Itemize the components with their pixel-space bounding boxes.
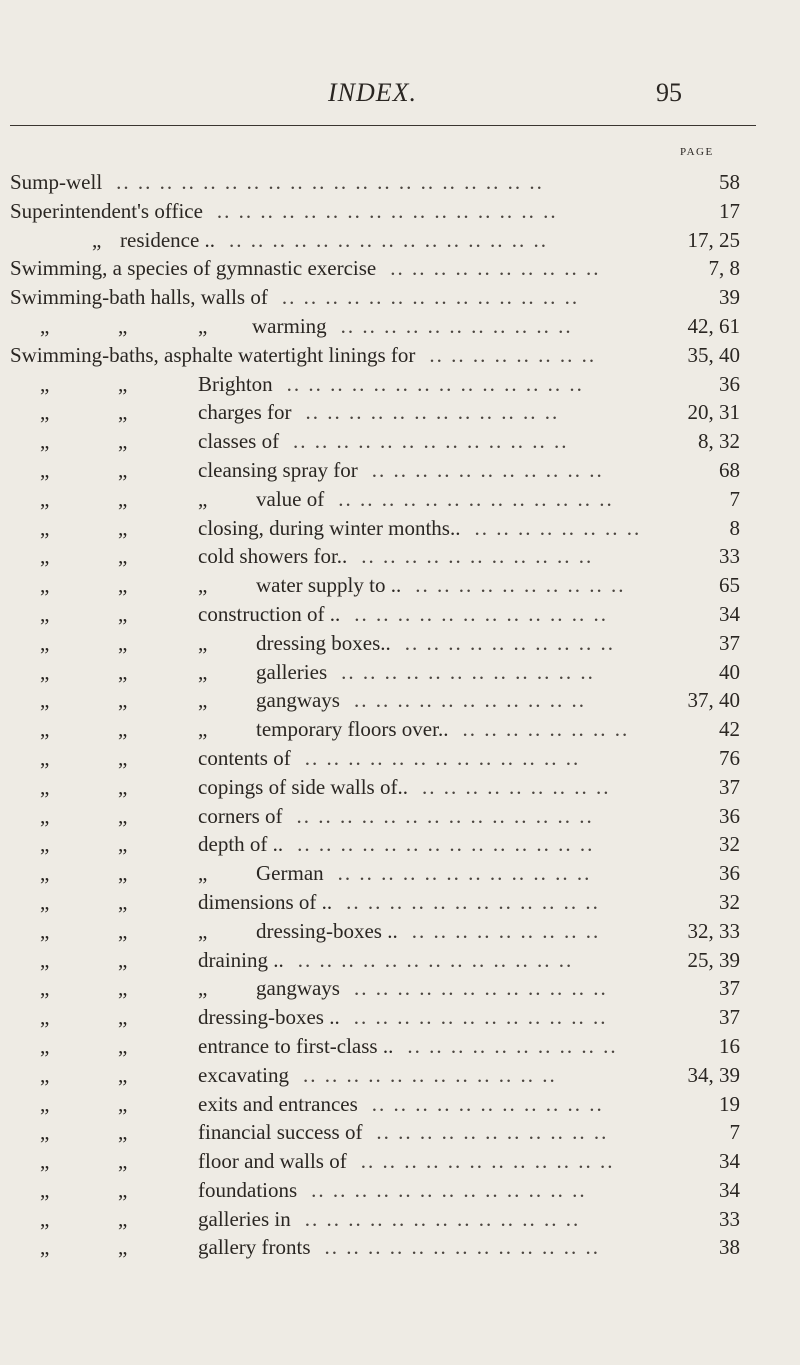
ditto-mark: „ [118,717,128,742]
entry-heading: closing, during winter months.. [198,515,461,540]
ditto-mark: „ [118,889,128,914]
index-entry [0,974,800,1003]
entry-heading: Brighton [198,371,273,396]
ditto-mark: „ [40,803,50,828]
index-entry [0,1061,800,1090]
index-entry [0,1032,800,1061]
header-rule [10,125,756,126]
dot-leader: .. .. .. .. .. .. .. .. .. .. .. [371,457,604,482]
ditto-mark: „ [40,1033,50,1058]
entry-heading: gallery fronts [198,1235,311,1260]
entry-pages: 42 [719,717,740,742]
index-entry [0,1118,800,1147]
entry-pages: 7, 8 [708,256,740,281]
dot-leader: .. .. .. .. .. .. .. .. .. [411,918,601,943]
ditto-mark: „ [118,774,128,799]
ditto-mark: „ [40,745,50,770]
ditto-mark: „ [40,486,50,511]
ditto-mark: „ [118,1177,128,1202]
dot-leader: .. .. .. .. .. .. .. .. .. .. .. .. .. .. .. [229,227,549,252]
entry-pages: 34 [719,601,740,626]
index-entry [0,254,800,283]
index-entry [0,312,800,341]
ditto-mark: „ [40,544,50,569]
dot-leader: .. .. .. .. .. .. .. .. .. .. .. .. [305,400,560,425]
dot-leader: .. .. .. .. .. .. .. .. .. .. .. [376,1120,609,1145]
entry-heading: Swimming-bath halls, walls of [10,285,268,310]
entry-pages: 34 [719,1177,740,1202]
dot-leader: .. .. .. .. .. .. .. .. [474,515,642,540]
dot-leader: .. .. .. .. .. .. .. .. .. .. .. .. .. .. [281,285,580,310]
dot-leader: .. .. .. .. .. .. .. .. .. .. .. [340,313,573,338]
dot-leader: .. .. .. .. .. .. .. .. .. .. .. .. .. .. .. .. [216,198,558,223]
entry-pages: 38 [719,1235,740,1260]
dot-leader: .. .. .. .. .. .. .. .. .. .. .. [361,544,594,569]
entry-pages: 37 [719,1005,740,1030]
entry-heading: temporary floors over.. [256,717,449,742]
ditto-mark: „ [118,1149,128,1174]
index-entry [0,629,800,658]
index-entry [0,514,800,543]
ditto-mark: „ [40,573,50,598]
ditto-mark: „ [40,1177,50,1202]
entry-heading: foundations [198,1177,298,1202]
entry-pages: 35, 40 [687,342,740,367]
entry-heading: galleries in [198,1206,291,1231]
ditto-mark: „ [40,1091,50,1116]
entry-pages: 42, 61 [687,313,740,338]
entry-pages: 32 [719,889,740,914]
ditto-mark: „ [40,457,50,482]
ditto-mark: „ [118,1120,128,1145]
entry-heading: residence .. [120,227,216,252]
entry-heading: dressing-boxes .. [256,918,398,943]
ditto-mark: „ [118,1033,128,1058]
running-title: INDEX. [328,78,418,107]
ditto-mark: „ [40,1120,50,1145]
ditto-mark: „ [118,1235,128,1260]
dot-leader: .. .. .. .. .. .. .. .. .. .. .. .. .. [304,1206,581,1231]
index-entry [0,600,800,629]
index-entry [0,859,800,888]
ditto-mark: „ [40,1206,50,1231]
entry-pages: 34, 39 [687,1062,740,1087]
ditto-mark: „ [198,659,208,684]
ditto-mark: „ [40,918,50,943]
entry-pages: 7 [729,1120,740,1145]
entry-heading: construction of .. [198,601,341,626]
dot-leader: .. .. .. .. .. .. .. .. [462,717,630,742]
dot-leader: .. .. .. .. .. .. .. .. .. .. [407,1033,618,1058]
ditto-mark: „ [40,1005,50,1030]
entry-pages: 58 [719,170,740,194]
dot-leader: .. .. .. .. .. .. .. .. .. .. .. .. [360,1149,615,1174]
dot-leader: .. .. .. .. .. .. .. .. .. .. .. .. [302,1062,557,1087]
ditto-mark: „ [118,861,128,886]
ditto-mark: „ [118,1091,128,1116]
entry-heading: Sump-well [10,170,103,194]
entry-pages: 7 [729,486,740,511]
ditto-mark: „ [40,1235,50,1260]
dot-leader: .. .. .. .. .. .. .. .. .. .. .. .. .. [338,486,614,511]
ditto-mark: „ [40,1149,50,1174]
dot-leader: .. .. .. .. .. .. .. .. .. .. [415,573,626,598]
ditto-mark: „ [40,630,50,655]
ditto-mark: „ [118,918,128,943]
page-header [0,78,800,118]
entry-pages: 16 [719,1033,740,1058]
ditto-mark: „ [118,745,128,770]
ditto-mark: „ [40,774,50,799]
entry-pages: 37 [719,976,740,1001]
ditto-mark: „ [40,400,50,425]
entry-pages: 40 [719,659,740,684]
ditto-mark: „ [118,832,128,857]
ditto-mark: „ [40,429,50,454]
ditto-mark: „ [118,573,128,598]
entry-pages: 33 [719,1206,740,1231]
entry-heading: excavating [198,1062,289,1087]
ditto-mark: „ [118,400,128,425]
entry-pages: 32 [719,832,740,857]
entry-heading: cold showers for.. [198,544,348,569]
entry-pages: 39 [719,285,740,310]
entry-pages: 76 [719,745,740,770]
ditto-mark: „ [40,515,50,540]
entry-pages: 36 [719,371,740,396]
ditto-mark: „ [40,861,50,886]
index-entry [0,456,800,485]
dot-leader: .. .. .. .. .. .. .. .. .. .. [390,256,601,281]
index-entry [0,571,800,600]
dot-leader: .. .. .. .. .. .. .. .. .. .. .. .. .. .. [296,803,594,828]
entry-heading: Swimming, a species of gymnastic exercise [10,256,377,281]
index-entry [0,168,800,197]
entry-pages: 68 [719,457,740,482]
entry-pages: 19 [719,1091,740,1116]
ditto-mark: „ [198,688,208,713]
entry-heading: value of [256,486,325,511]
entry-pages: 17 [719,198,740,223]
ditto-mark: „ [118,1206,128,1231]
index-entry [0,485,800,514]
index-entry [0,1147,800,1176]
ditto-mark: „ [118,457,128,482]
dot-leader: .. .. .. .. .. .. .. .. .. .. .. .. .. [311,1177,587,1202]
ditto-mark: „ [118,544,128,569]
entry-pages: 65 [719,573,740,598]
index-entry [0,888,800,917]
index-entry [0,427,800,456]
ditto-mark: „ [40,313,50,338]
index-entries [0,168,800,1262]
entry-pages: 36 [719,861,740,886]
ditto-mark: „ [198,573,208,598]
dot-leader: .. .. .. .. .. .. .. .. .. .. [404,630,615,655]
index-entry [0,398,800,427]
ditto-mark: „ [118,515,128,540]
entry-heading: German [256,861,324,886]
ditto-mark: „ [118,659,128,684]
ditto-mark: „ [118,1062,128,1087]
ditto-mark: „ [198,486,208,511]
ditto-mark: „ [198,717,208,742]
ditto-mark: „ [40,947,50,972]
index-entry [0,1205,800,1234]
index-entry [0,1176,800,1205]
page-column-heading: PAGE [680,146,714,158]
dot-leader: .. .. .. .. .. .. .. .. .. .. .. .. .. [304,745,581,770]
entry-pages: 8 [729,515,740,540]
entry-heading: financial success of [198,1120,363,1145]
entry-heading: charges for [198,400,292,425]
index-entry [0,917,800,946]
entry-heading: gangways [256,688,340,713]
ditto-mark: „ [118,947,128,972]
index-entry [0,542,800,571]
entry-heading: dressing boxes.. [256,630,391,655]
ditto-mark: „ [198,861,208,886]
dot-leader: .. .. .. .. .. .. .. .. .. .. .. .. .. [297,947,574,972]
entry-heading: galleries [256,659,328,684]
entry-heading: contents of [198,745,291,770]
dot-leader: .. .. .. .. .. .. .. .. .. .. .. .. [346,889,600,914]
page-number: 95 [656,78,682,107]
entry-heading: depth of .. [198,832,284,857]
index-entry [0,1090,800,1119]
ditto-mark: „ [40,688,50,713]
ditto-mark: „ [40,601,50,626]
index-entry [0,370,800,399]
ditto-mark: „ [92,227,102,252]
ditto-mark: „ [40,717,50,742]
dot-leader: .. .. .. .. .. .. .. .. .. .. .. .. .. .. [286,371,584,396]
ditto-mark: „ [40,1062,50,1087]
entry-heading: gangways [256,976,340,1001]
ditto-mark: „ [118,371,128,396]
index-entry [0,1003,800,1032]
index-entry [0,658,800,687]
entry-heading: warming [252,313,327,338]
ditto-mark: „ [198,976,208,1001]
dot-leader: .. .. .. .. .. .. .. .. .. [421,774,611,799]
entry-heading: water supply to .. [256,573,402,598]
index-entry [0,744,800,773]
ditto-mark: „ [198,313,208,338]
entry-heading: dimensions of .. [198,889,333,914]
index-entry [0,715,800,744]
ditto-mark: „ [118,486,128,511]
dot-leader: .. .. .. .. .. .. .. .. [429,342,597,367]
entry-heading: draining .. [198,947,284,972]
entry-pages: 37, 40 [687,688,740,713]
dot-leader: .. .. .. .. .. .. .. .. .. .. .. .. .. [324,1235,601,1260]
entry-pages: 25, 39 [687,947,740,972]
index-entry [0,226,800,255]
index-entry [0,341,800,370]
entry-heading: corners of [198,803,283,828]
entry-heading: cleansing spray for [198,457,358,482]
dot-leader: .. .. .. .. .. .. .. .. .. .. .. .. .. .. [297,832,595,857]
ditto-mark: „ [198,630,208,655]
entry-pages: 34 [719,1149,740,1174]
dot-leader: .. .. .. .. .. .. .. .. .. .. .. .. [353,976,608,1001]
entry-pages: 37 [719,774,740,799]
ditto-mark: „ [118,630,128,655]
index-entry [0,773,800,802]
index-entry [0,830,800,859]
entry-pages: 32, 33 [687,918,740,943]
ditto-mark: „ [118,976,128,1001]
index-entry [0,686,800,715]
ditto-mark: „ [118,313,128,338]
ditto-mark: „ [118,601,128,626]
index-entry [0,946,800,975]
ditto-mark: „ [40,832,50,857]
entry-heading: dressing-boxes .. [198,1005,340,1030]
ditto-mark: „ [118,688,128,713]
index-entry [0,802,800,831]
entry-heading: floor and walls of [198,1149,347,1174]
entry-heading: classes of [198,429,280,454]
dot-leader: .. .. .. .. .. .. .. .. .. .. .. .. [353,1005,608,1030]
entry-heading: copings of side walls of.. [198,774,408,799]
ditto-mark: „ [118,1005,128,1030]
entry-pages: 37 [719,630,740,655]
entry-pages: 20, 31 [687,400,740,425]
entry-pages: 17, 25 [687,227,740,252]
dot-leader: .. .. .. .. .. .. .. .. .. .. .. [353,688,586,713]
ditto-mark: „ [40,659,50,684]
index-entry [0,197,800,226]
ditto-mark: „ [40,371,50,396]
dot-leader: .. .. .. .. .. .. .. .. .. .. .. .. [337,861,592,886]
ditto-mark: „ [118,803,128,828]
entry-heading: exits and entrances [198,1091,358,1116]
entry-heading: Superintendent's office [10,198,203,223]
dot-leader: .. .. .. .. .. .. .. .. .. .. .. [371,1091,604,1116]
dot-leader: .. .. .. .. .. .. .. .. .. .. .. .. .. .. .. .. .. .. .. .. [116,170,544,194]
entry-heading: Swimming-baths, asphalte watertight linings for [10,342,416,367]
index-entry [0,283,800,312]
entry-pages: 33 [719,544,740,569]
index-entry [0,1233,800,1262]
ditto-mark: „ [40,889,50,914]
ditto-mark: „ [40,976,50,1001]
entry-heading: entrance to first-class .. [198,1033,394,1058]
dot-leader: .. .. .. .. .. .. .. .. .. .. .. .. [354,601,609,626]
entry-pages: 8, 32 [698,429,740,454]
ditto-mark: „ [118,429,128,454]
dot-leader: .. .. .. .. .. .. .. .. .. .. .. .. [341,659,595,684]
entry-pages: 36 [719,803,740,828]
ditto-mark: „ [198,918,208,943]
dot-leader: .. .. .. .. .. .. .. .. .. .. .. .. .. [293,429,569,454]
